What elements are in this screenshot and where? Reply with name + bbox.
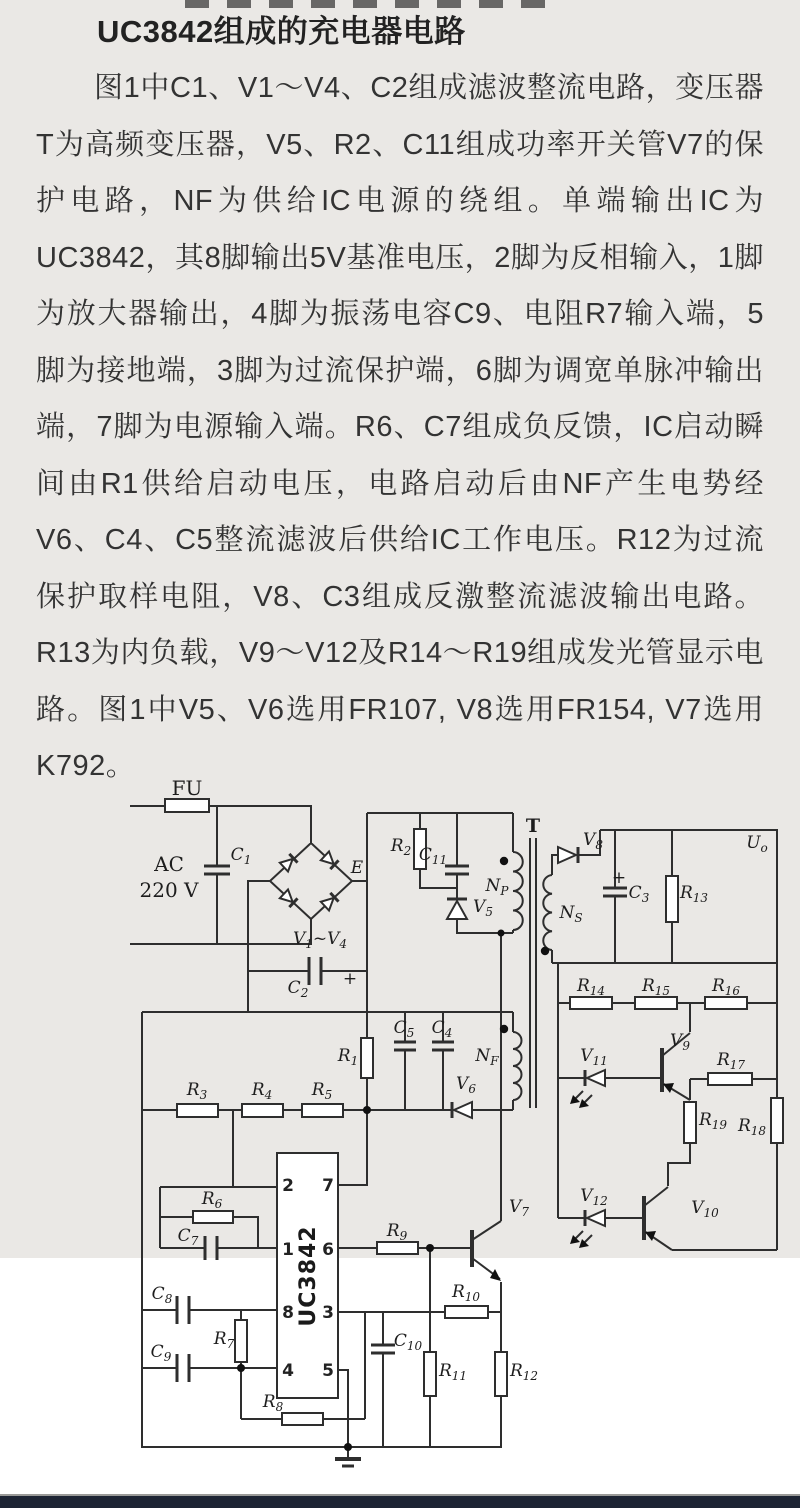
label-np: $N_P$ [485,876,509,898]
label-c2-plus: + [342,969,358,989]
label-r2: $R_2$ [390,836,412,858]
label-c5: $C_5$ [393,1018,415,1040]
phase-dot-nf [500,1025,508,1033]
ic-pin-1: 1 [282,1240,294,1260]
phase-dot-np [500,857,508,865]
resistor-R3 [177,1104,218,1117]
phase-dot-ns [541,947,549,955]
resistor-R18 [771,1098,783,1143]
label-c10: $C_{10}$ [393,1331,423,1353]
label-v6: $V_6$ [456,1074,476,1096]
label-r14: $R_{14}$ [576,976,606,998]
label-r13: $R_{13}$ [679,883,709,905]
label-r17: $R_{17}$ [716,1050,746,1072]
label-e: E [350,858,364,878]
label-r7: $R_7$ [213,1329,235,1351]
core [530,838,536,1108]
label-c1: $C_1$ [230,845,252,867]
resistor-R8 [282,1413,323,1425]
resistor-R17 [708,1073,752,1085]
label-r15: $R_{15}$ [641,976,671,998]
label-c3: $C_3$ [628,883,650,905]
figure-white-band [0,1258,800,1496]
winding-NS [543,875,552,950]
label-r5: $R_5$ [311,1080,333,1102]
label-fu: FU [171,780,203,800]
ic-pin-5: 5 [322,1361,334,1381]
label-v5: $V_5$ [473,897,493,919]
led-V11 [570,1070,605,1108]
label-r12: $R_{12}$ [509,1361,539,1383]
fuse-FU [165,799,209,812]
ic-pin-6: 6 [322,1240,334,1260]
resistor-R11 [424,1352,436,1396]
label-v7: $V_7$ [509,1197,529,1219]
label-220v: 220 V [139,878,199,902]
article-paragraph: 图1中C1、V1～V4、C2组成滤波整流电路，变压器T为高频变压器，V5、R2、C11组成功率开关管V7的保护电路，NF为供给IC电源的绕组。单端输出IC为UC3842，其8脚输出5V基准电压，2脚为反相输入，1脚为放大器输出，4脚为振荡电容C9、电阻R7输入端，5脚为接地端，3脚为过流保护端，6脚为调宽单脉冲输出端，7脚为电源输入端。R6、C7组成负反馈，IC启动瞬间由R1供给启动电压，电路启动后由NF产生电势经V6、C4、C5整流滤波后供给IC工作电压。R12为过流保护取样电阻，V8、C3组成反激整流滤波输出电路。R13为内负载，V9～V12及R14～R19组成发光管显示电路。图1中V5、V6选用FR107, V8选用FR154, V7选用K792。 [36,72,764,782]
resistor-R1 [361,1038,373,1078]
label-t: T [525,815,541,837]
label-r4: $R_4$ [251,1080,273,1102]
label-r11: $R_{11}$ [438,1361,468,1383]
led-V12 [570,1210,605,1248]
winding-NP [513,852,523,930]
resistor-R15 [635,997,677,1009]
winding-NF [513,1032,522,1100]
resistor-R7 [235,1320,247,1362]
label-r3: $R_3$ [186,1080,208,1102]
ic-uc3842 [277,1153,338,1398]
label-r18: $R_{18}$ [737,1116,767,1138]
cropped-text-fragments [185,0,557,8]
label-v1-v4: $V_1\sim V_4$ [292,929,348,951]
label-v11: $V_{11}$ [580,1046,608,1068]
label-v12: $V_{12}$ [580,1186,608,1208]
label-c11: $C_{11}$ [418,845,448,867]
ic-pin-7: 7 [322,1176,334,1196]
label-v8: $V_8$ [583,830,603,852]
resistor-R6 [193,1211,233,1223]
label-c7: $C_7$ [177,1226,199,1248]
ic-pin-2: 2 [282,1176,294,1196]
resistor-R5 [302,1104,343,1117]
label-r19: $R_{19}$ [698,1110,728,1132]
label-c3-plus: + [611,868,627,888]
bridge-rectifier-V1-V4 [280,851,339,910]
transistor-V10 [644,1187,672,1250]
label-r16: $R_{16}$ [711,976,741,998]
label-c9: $C_9$ [150,1342,172,1364]
label-v9: $V_9$ [670,1031,690,1053]
label-uo: $U_o$ [746,833,768,855]
diode-V5 [447,899,467,919]
circuit-diagram [0,780,800,1496]
label-c2: $C_2$ [287,978,309,1000]
label-r8: $R_8$ [262,1392,284,1414]
article [36,10,764,795]
label-v10: $V_{10}$ [691,1198,719,1220]
resistor-R13 [666,876,678,922]
label-c8: $C_8$ [151,1284,173,1306]
ic-pin-4: 4 [282,1361,294,1381]
ic-pin-3: 3 [322,1303,334,1323]
label-c4: $C_4$ [431,1018,453,1040]
diode-V8 [558,847,578,863]
transformer-T [500,838,552,1108]
label-r10: $R_{10}$ [451,1282,481,1304]
ic-name: UC3842 [296,1225,321,1327]
diode-V6 [452,1102,472,1118]
resistor-R19 [684,1102,696,1143]
label-ac: AC [154,852,184,876]
resistor-R4 [242,1104,283,1117]
resistor-R12 [495,1352,507,1396]
ic-pin-8: 8 [282,1303,294,1323]
bottom-bar [0,1496,800,1508]
resistor-R16 [705,997,747,1009]
resistor-R10 [445,1306,488,1318]
label-ns: $N_S$ [559,903,583,925]
page-title: UC3842组成的充电器电路 [97,14,466,49]
label-r1: $R_1$ [337,1046,359,1068]
label-r6: $R_6$ [201,1189,223,1211]
resistor-R14 [570,997,612,1009]
resistor-R9 [377,1242,418,1254]
label-nf: $N_F$ [475,1046,499,1068]
label-r9: $R_9$ [386,1221,408,1243]
